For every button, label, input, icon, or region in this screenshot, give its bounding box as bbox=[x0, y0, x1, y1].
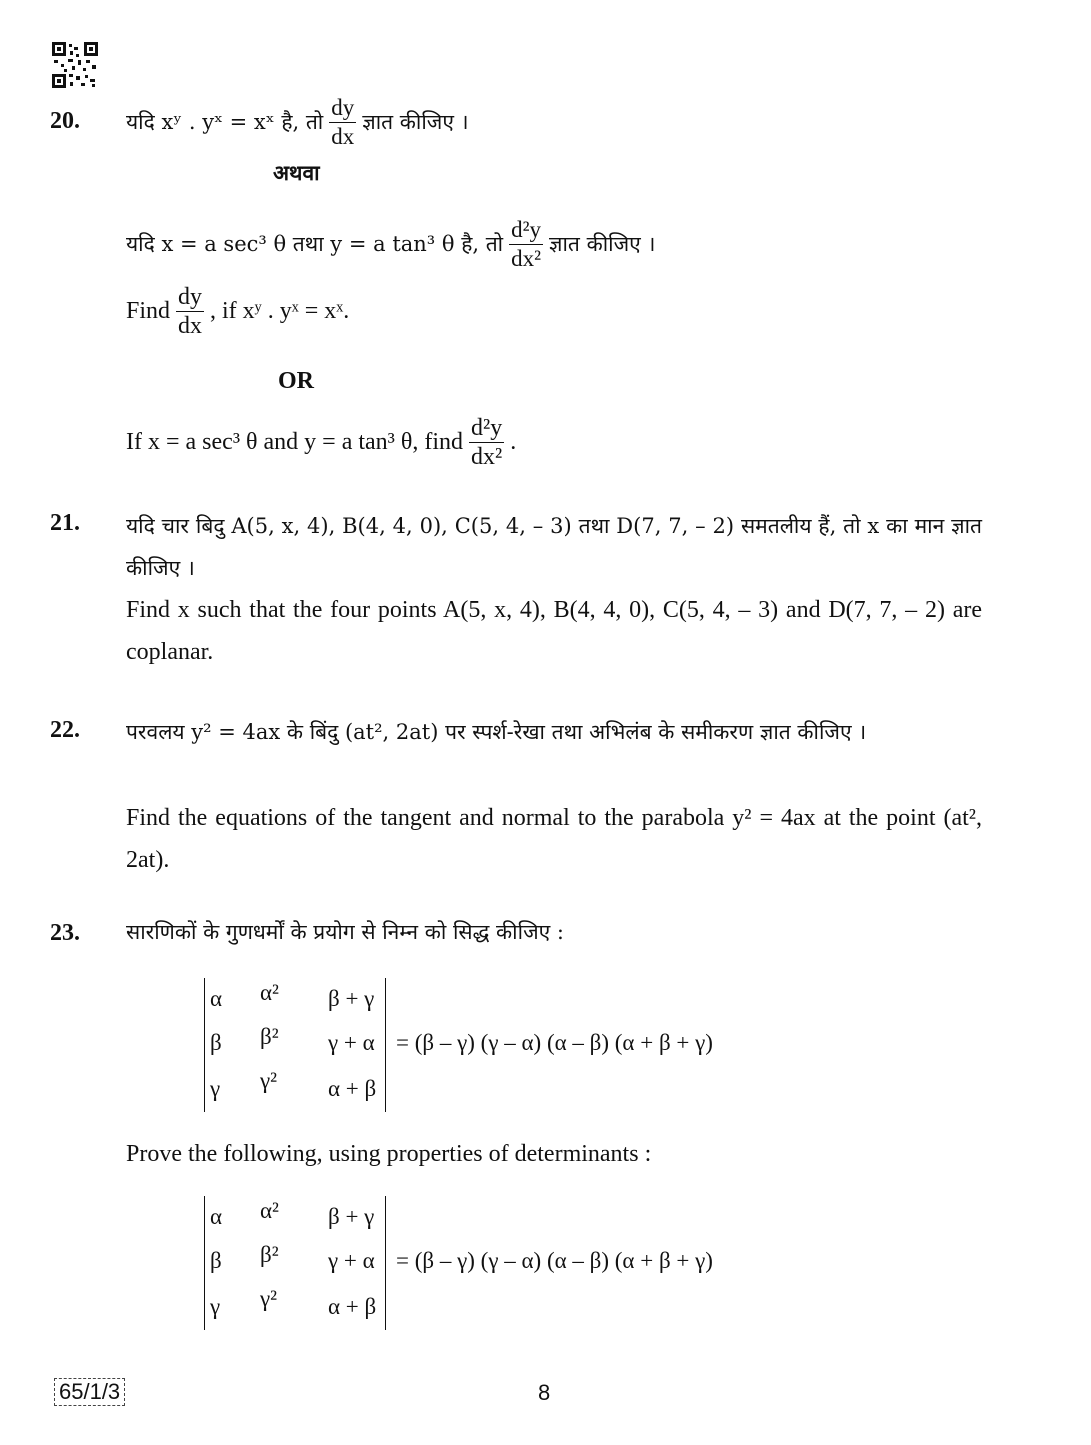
q20-hindi-main-tail: ज्ञात कीजिए । bbox=[362, 110, 469, 134]
fraction-numerator: dy bbox=[329, 94, 356, 123]
det-cell: α + β bbox=[328, 1076, 377, 1101]
fraction-denominator: dx bbox=[178, 312, 203, 339]
q20-hindi-alt-tail: ज्ञात कीजिए । bbox=[549, 232, 656, 256]
q20-hindi-main bbox=[126, 92, 469, 152]
determinant-rhs: = (β – γ) (γ – α) (α – β) (α + β + γ) bbox=[396, 1030, 713, 1055]
determinant-rhs: = (β – γ) (γ – α) (α – β) (α + β + γ) bbox=[396, 1248, 713, 1273]
det-cell: β bbox=[210, 1030, 222, 1055]
det-cell: β² bbox=[260, 1024, 279, 1049]
det-cell: α bbox=[210, 986, 223, 1011]
q21-hindi: यदि चार बिदु A(5, x, 4), B(4, 4, 0), C(5, 4, – 3) तथा D(7, 7, – 2) समतलीय हैं, तो x का मान ज्ञात कीजिए । bbox=[126, 514, 982, 580]
fraction-numerator: d²y bbox=[471, 414, 503, 441]
fraction-dy-dx bbox=[329, 94, 356, 151]
det-cell: α² bbox=[260, 1198, 279, 1223]
fraction-denominator: dx bbox=[331, 123, 355, 149]
q20-hindi-main-text: यदि xʸ . yˣ = xˣ है, तो bbox=[126, 110, 324, 134]
q20-english-alt bbox=[126, 410, 516, 474]
q20-english-main bbox=[126, 280, 349, 342]
det-cell: α bbox=[210, 1204, 223, 1229]
question-number-21: 21. bbox=[50, 510, 80, 536]
question-number-23: 23. bbox=[50, 920, 80, 946]
det-cell: γ + α bbox=[328, 1030, 375, 1055]
det-cell: α + β bbox=[328, 1294, 377, 1319]
question-number-22: 22. bbox=[50, 717, 80, 743]
fraction-denominator: dx² bbox=[511, 245, 542, 271]
det-cell: α² bbox=[260, 980, 279, 1005]
q20-hindi-alt bbox=[126, 212, 655, 276]
fraction-denominator: dx² bbox=[471, 443, 503, 470]
det-cell: γ² bbox=[260, 1068, 278, 1093]
q20-or-english: OR bbox=[278, 368, 314, 394]
det-cell: γ bbox=[210, 1076, 221, 1101]
page-number: 8 bbox=[538, 1380, 551, 1405]
q20-english-main-suffix: , if xʸ . yˣ = xˣ. bbox=[210, 297, 350, 324]
q20-english-alt-text: If x = a sec³ θ and y = a tan³ θ, find bbox=[126, 428, 464, 455]
q20-english-main-prefix: Find bbox=[126, 297, 171, 324]
det-cell: γ² bbox=[260, 1286, 278, 1311]
det-cell: β + γ bbox=[328, 1204, 375, 1229]
fraction-numerator: dy bbox=[178, 283, 203, 310]
question-number-20: 20. bbox=[50, 108, 80, 134]
fraction-dy-dx bbox=[176, 283, 204, 340]
q21-english: Find x such that the four points A(5, x, 4), B(4, 4, 0), C(5, 4, – 3) and D(7, 7, – 2) are coplanar. bbox=[126, 597, 982, 665]
q20-or-hindi: अथवा bbox=[273, 160, 320, 185]
q23-english: Prove the following, using properties of determinants : bbox=[126, 1141, 652, 1167]
qr-code-icon bbox=[52, 42, 98, 88]
fraction-numerator: d²y bbox=[509, 216, 543, 245]
det-cell: β bbox=[210, 1248, 222, 1273]
q20-hindi-alt-text: यदि x = a sec³ θ तथा y = a tan³ θ है, तो bbox=[126, 232, 504, 256]
q20-english-alt-tail: . bbox=[510, 428, 517, 455]
det-cell: β² bbox=[260, 1242, 279, 1267]
fraction-d2y-dx2 bbox=[509, 216, 543, 273]
det-cell: γ + α bbox=[328, 1248, 375, 1273]
paper-code: 65/1/3 bbox=[54, 1378, 125, 1406]
q22-english: Find the equations of the tangent and normal to the parabola y² = 4ax at the point (at², 2at). bbox=[126, 805, 982, 873]
det-cell: γ bbox=[210, 1294, 221, 1319]
q22-hindi: परवलय y² = 4ax के बिंदु (at², 2at) पर स्पर्श-रेखा तथा अभिलंब के समीकरण ज्ञात कीजिए । bbox=[126, 720, 867, 744]
det-cell: β + γ bbox=[328, 986, 375, 1011]
q23-hindi: सारणिकों के गुणधर्मों के प्रयोग से निम्न को सिद्ध कीजिए : bbox=[126, 920, 565, 944]
fraction-d2y-dx2 bbox=[469, 414, 504, 471]
